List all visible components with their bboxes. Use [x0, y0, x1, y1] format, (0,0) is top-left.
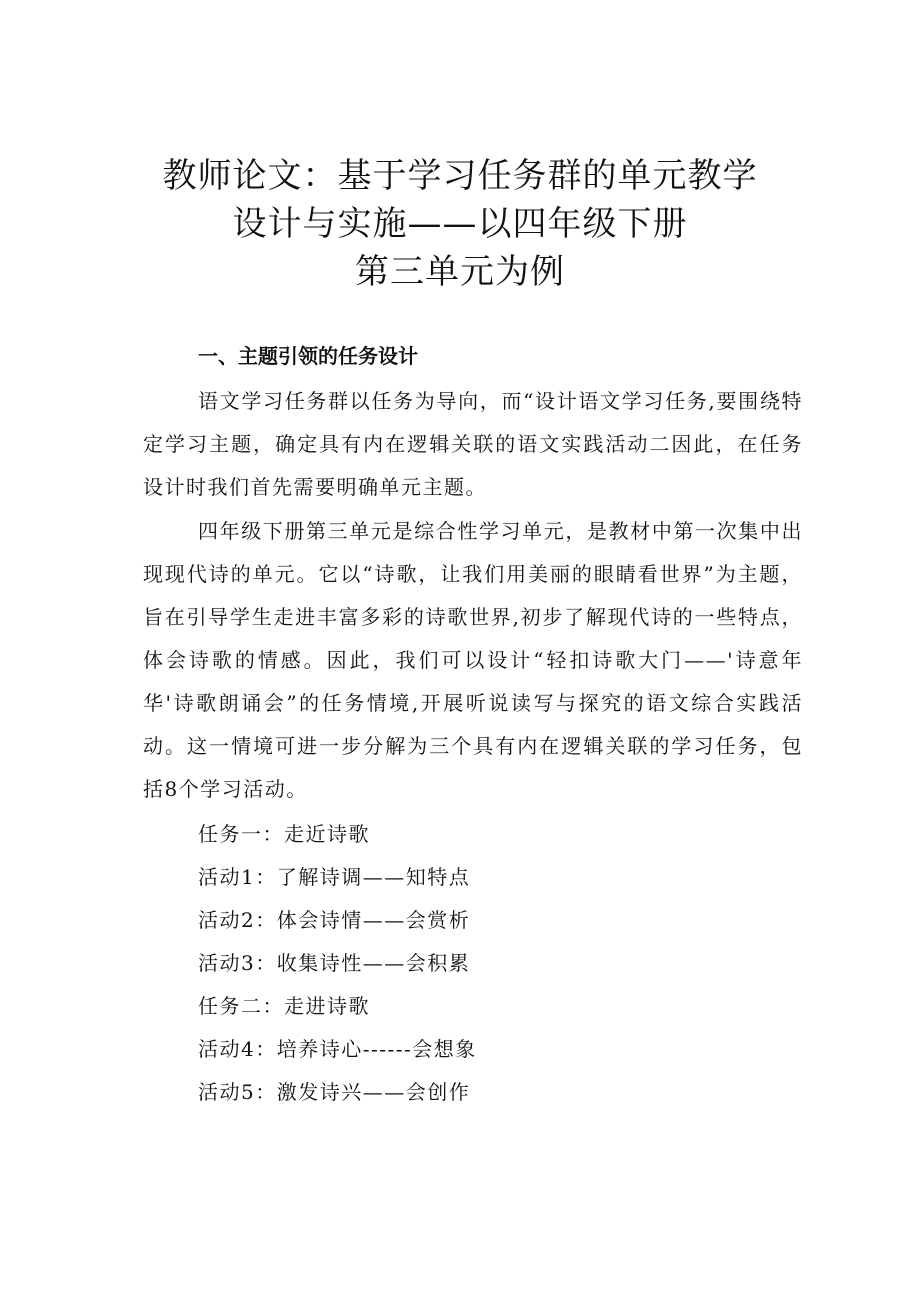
task-1: 任务一：走近诗歌 — [198, 822, 370, 846]
activity-3: 活动3：收集诗性——会积累 — [198, 951, 471, 975]
task-2: 任务二：走进诗歌 — [198, 994, 370, 1018]
activity-1: 活动1：了解诗调——知特点 — [198, 865, 471, 889]
activity-2: 活动2：体会诗情——会赏析 — [198, 908, 471, 932]
title-line-1: 教师论文：基于学习任务群的单元教学 — [162, 156, 758, 196]
section-heading: 一、主题引领的任务设计 — [198, 344, 418, 368]
title-line-2: 设计与实施——以四年级下册 — [232, 204, 688, 244]
title-line-3: 第三单元为例 — [355, 252, 565, 292]
body-paragraph-1: 语文学习任务群以任务为导向，而“设计语文学习任务,要围绕特定学习主题，确定具有内在逻辑关联的语文实践活动二因此，在任务设计时我们首先需要明确单元主题。 — [143, 389, 803, 499]
task-activity-list — [198, 813, 477, 1114]
body-paragraph-2: 四年级下册第三单元是综合性学习单元，是教材中第一次集中出现现代诗的单元。它以“诗歌，让我们用美丽的眼睛看世界”为主题，旨在引导学生走进丰富多彩的诗歌世界,初步了解现代诗的一些特点，体会诗歌的情感。因此，我们可以设计“轻扣诗歌大门——'诗意年华'诗歌朗诵会”的任务情境,开展听说读写与探究的语文综合实践活动。这一情境可进一步分解为三个具有内在逻辑关联的学习任务，包括8个学习活动。 — [143, 519, 803, 801]
document-title — [0, 152, 920, 296]
activity-5: 活动5：激发诗兴——会创作 — [198, 1080, 471, 1104]
activity-4: 活动4：培养诗心------会想象 — [198, 1037, 477, 1061]
